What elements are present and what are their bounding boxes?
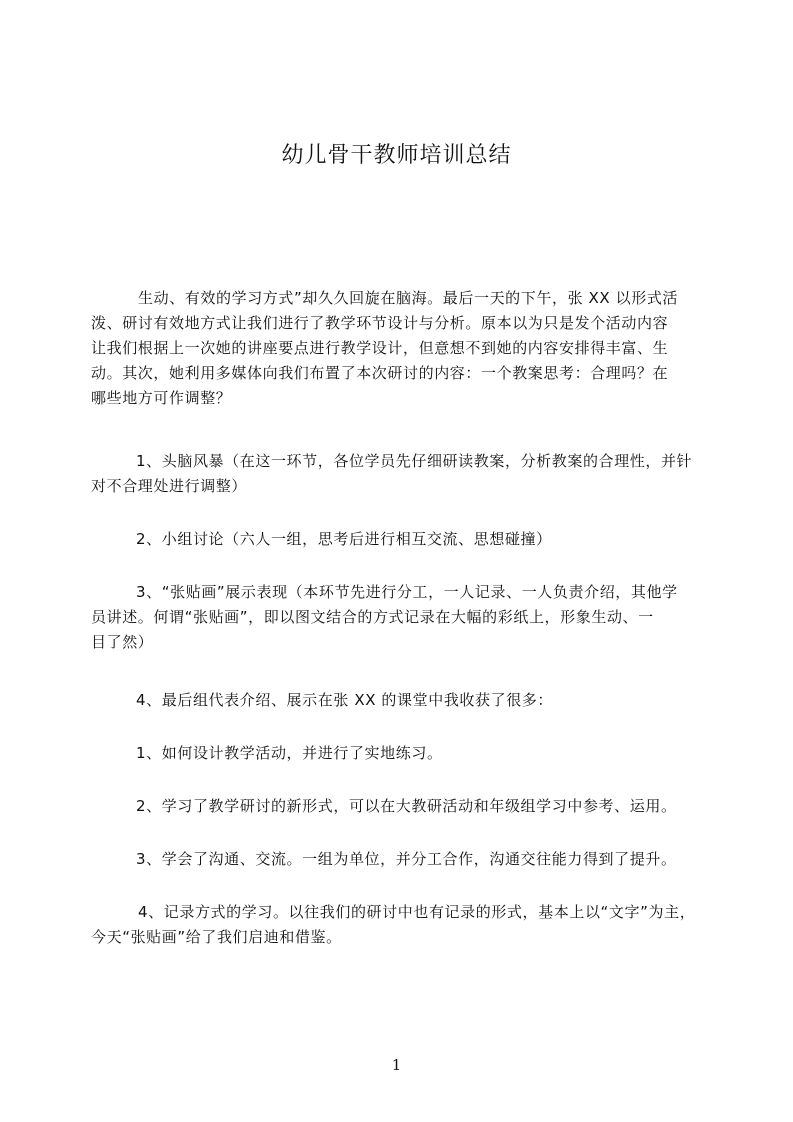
step-line: 3、“张贴画”展示表现（本环节先进行分工，一人记录、一人负责介绍，其他学 (136, 583, 678, 601)
gain-line: 今天“张贴画”给了我们启迪和借鉴。 (91, 928, 342, 946)
intro-line: 动。其次，她利用多媒体向我们布置了本次研讨的内容：一个教案思考：合理吗？在 (91, 364, 669, 382)
intro-paragraph (91, 286, 711, 411)
gain-item (91, 794, 711, 819)
step-item (91, 449, 711, 499)
step-line: 对不合理处进行调整） (91, 477, 248, 495)
step-line: 4、最后组代表介绍、展示在张 XX 的课堂中我收获了很多： (136, 691, 554, 709)
step-item (91, 688, 711, 713)
intro-line: 泼、研讨有效地方式让我们进行了教学环节设计与分析。原本以为只是发个活动内容 (91, 314, 669, 332)
gain-line: 2、学习了教学研讨的新形式，可以在大教研活动和年级组学习中参考、运用。 (136, 797, 677, 815)
gain-item (91, 847, 711, 872)
gain-line: 3、学会了沟通、交流。一组为单位，并分工合作，沟通交往能力得到了提升。 (136, 850, 677, 868)
step-line: 目了然） (91, 633, 154, 651)
intro-line: 让我们根据上一次她的讲座要点进行教学设计，但意想不到她的内容安排得丰富、生 (91, 339, 669, 357)
gain-item (91, 900, 711, 950)
step-line: 1、头脑风暴（在这一环节，各位学员先仔细研读教案，分析教案的合理性，并针 (136, 452, 693, 470)
gain-line: 1、如何设计教学活动，并进行了实地练习。 (136, 744, 443, 762)
step-line: 员讲述。何谓“张贴画”，即以图文结合的方式记录在大幅的彩纸上，形象生动、一 (91, 608, 654, 626)
gain-item (91, 741, 711, 766)
intro-line: 生动、有效的学习方式”却久久回旋在脑海。最后一天的下午，张 XX 以形式活 (138, 289, 679, 307)
step-item (91, 527, 711, 552)
step-line: 2、小组讨论（六人一组，思考后进行相互交流、思想碰撞） (136, 530, 552, 548)
gain-line: 4、记录方式的学习。以往我们的研讨中也有记录的形式，基本上以“文字”为主， (138, 903, 696, 921)
page-title: 幼儿骨干教师培训总结 (281, 143, 512, 168)
intro-line: 哪些地方可作调整？ (91, 389, 232, 407)
step-item (91, 580, 711, 655)
page-number: 1 (391, 1056, 402, 1074)
